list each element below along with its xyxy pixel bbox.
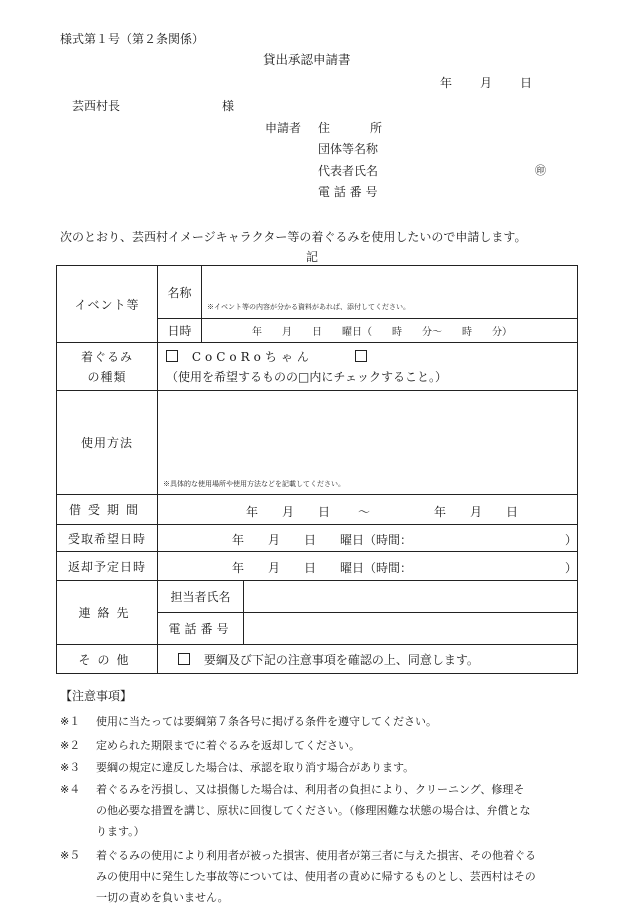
note-1-line-1: 使用に当たっては要綱第７条各号に掲げる条件を遵守してください。 — [96, 715, 437, 728]
date-day: 日 — [520, 76, 533, 90]
intro-text: 次のとおり、芸西村イメージキャラクター等の着ぐるみを使用したいので申請します。 — [60, 230, 527, 244]
event-datetime-label: 日時 — [158, 319, 202, 343]
contact-person-label: 担当者氏名 — [158, 581, 244, 613]
loan-start: 年 月 日 — [246, 505, 331, 519]
applicant-address-label — [318, 119, 382, 136]
costume-head-line2: の種類 — [87, 369, 127, 384]
application-form-table — [56, 265, 578, 674]
note-2-mark: ※２ — [60, 739, 81, 752]
costume-head-line1: 着ぐるみ — [80, 349, 133, 364]
return-head: 返却予定日時 — [57, 552, 158, 581]
note-3 — [60, 759, 414, 775]
note-5-mark: ※５ — [60, 849, 81, 862]
event-name-field[interactable] — [202, 266, 578, 319]
event-name-note: ※イベント等の内容が分かる資料があれば、添付してください。 — [207, 303, 410, 311]
note-4-line-1: 着ぐるみを汚損し、又は損傷した場合は、利用者の負担により、クリーニング、修理そ — [96, 783, 525, 796]
representative-label: 代表者氏名 — [318, 164, 379, 178]
contact-phone-field[interactable] — [244, 613, 578, 645]
other-costume-checkbox[interactable] — [355, 350, 367, 362]
note-5-line-1: 着ぐるみの使用により利用者が被った損害、使用者が第三者に与えた損害、その他着ぐる — [96, 849, 536, 862]
notes-title: 【注意事項】 — [60, 689, 133, 703]
pickup-head: 受取希望日時 — [57, 525, 158, 552]
contact-phone-label: 電話番号 — [158, 613, 244, 645]
loan-tilde: ～ — [358, 505, 371, 519]
note-5-line-2: みの使用中に発生した事故等については、使用者の責めに帰するものとし、芸西村はその — [96, 870, 536, 883]
note-4-mark: ※４ — [60, 783, 81, 796]
addressee-name: 芸西村長 — [72, 99, 121, 113]
loan-period-head: 借受期間 — [57, 495, 158, 525]
seal-mark: ㊞ — [535, 164, 546, 177]
pickup-field[interactable] — [158, 525, 578, 552]
costume-options — [158, 343, 578, 391]
address-char-1: 住 — [318, 121, 331, 135]
note-4 — [60, 781, 524, 797]
cocoro-checkbox[interactable] — [166, 350, 178, 362]
phone-label: 電 話 番 号 — [318, 185, 378, 199]
return-field[interactable] — [158, 552, 578, 581]
honorific: 様 — [222, 99, 235, 113]
addressee — [72, 97, 235, 114]
costume-head — [57, 343, 158, 391]
note-3-mark: ※３ — [60, 761, 81, 774]
pickup-value: 年 月 日 曜日（時間： — [232, 533, 413, 547]
note-3-line-1: 要綱の規定に違反した場合は、承認を取り消す場合があります。 — [96, 761, 415, 774]
pickup-close-paren: ） — [565, 533, 578, 547]
loan-end: 年 月 日 — [434, 505, 519, 519]
date-year: 年 — [440, 76, 453, 90]
cocoro-option-label: CoCoRoちゃん — [191, 349, 313, 364]
applicant-label: 申請者 — [265, 121, 302, 135]
document-title: 貸出承認申請書 — [263, 52, 351, 67]
event-name-label: 名称 — [158, 266, 202, 319]
usage-note: ※具体的な使用場所や使用方法などを記載してください。 — [163, 480, 345, 488]
usage-head: 使用方法 — [57, 391, 158, 495]
note-4-line-3: ります。） — [96, 825, 145, 838]
usage-field[interactable] — [158, 391, 578, 495]
application-date — [440, 74, 532, 91]
note-2 — [60, 737, 360, 753]
costume-note: （使用を希望するものの□内にチェックすること。） — [166, 369, 447, 384]
ki-heading: 記 — [306, 250, 319, 264]
date-month: 月 — [480, 76, 493, 90]
other-field — [158, 645, 578, 674]
other-head: その他 — [57, 645, 158, 674]
loan-period-field[interactable] — [158, 495, 578, 525]
agree-label: 要綱及び下記の注意事項を確認の上、同意します。 — [203, 652, 479, 667]
address-char-2: 所 — [370, 121, 383, 135]
note-5 — [60, 847, 536, 863]
event-datetime-field[interactable]: 年 月 日 曜日（ 時 分～ 時 分） — [202, 319, 578, 343]
agree-checkbox[interactable] — [178, 653, 190, 665]
note-5-line-3: 一切の責めを負いません。 — [96, 891, 229, 904]
return-value: 年 月 日 曜日（時間： — [232, 561, 413, 575]
form-number: 様式第１号（第２条関係） — [60, 32, 205, 46]
event-head: イベント等 — [57, 266, 158, 343]
return-close-paren: ） — [565, 561, 578, 575]
contact-head: 連絡先 — [57, 581, 158, 645]
note-1 — [60, 713, 437, 729]
note-4-line-2: の他必要な措置を講じ、原状に回復してください。（修理困難な状態の場合は、弁償とな — [96, 804, 531, 817]
organization-label: 団体等名称 — [318, 142, 379, 156]
note-2-line-1: 定められた期限までに着ぐるみを返却してください。 — [96, 739, 360, 752]
contact-person-field[interactable] — [244, 581, 578, 613]
note-1-mark: ※１ — [60, 715, 81, 728]
